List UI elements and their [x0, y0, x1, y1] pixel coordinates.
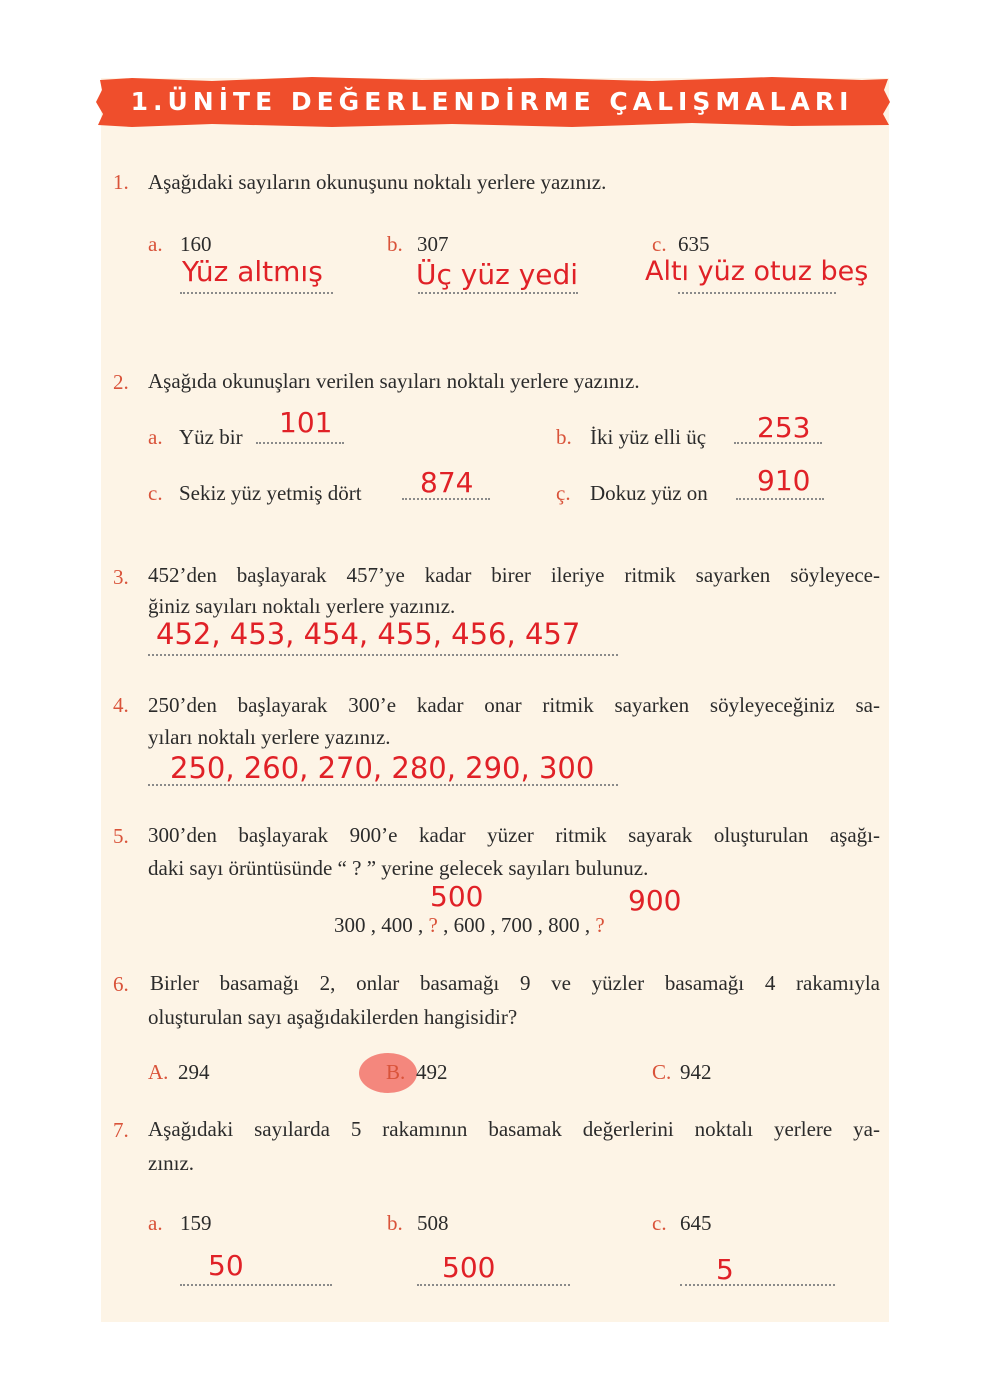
- q2c-answer: 874: [420, 466, 474, 499]
- q6-option-a-letter[interactable]: A.: [148, 1060, 169, 1084]
- q6-text-line2: oluşturulan sayı aşağıdakilerden hangisidir?: [148, 1005, 518, 1029]
- q7c-blank[interactable]: [680, 1284, 835, 1286]
- q1a-value: 160: [180, 232, 212, 256]
- q7a-value: 159: [180, 1211, 212, 1235]
- q6-option-a-value[interactable]: 294: [178, 1060, 210, 1084]
- q6-text-line1: Birler basamağı 2, onlar basamağı 9 ve yüzler basamağı 4 rakamıyla: [150, 971, 880, 995]
- q7a-blank[interactable]: [180, 1284, 332, 1286]
- q5-answer-2: 900: [628, 884, 682, 917]
- unit-title-banner: [92, 76, 892, 128]
- q2c-blank[interactable]: [402, 498, 490, 500]
- q1-number: 1.: [113, 170, 129, 194]
- q2b-letter: b.: [556, 425, 572, 449]
- q4-number: 4.: [113, 693, 129, 717]
- q1a-blank[interactable]: [180, 292, 333, 294]
- page-title: 1.ÜNİTE DEĞERLENDİRME ÇALIŞMALARI: [130, 87, 854, 116]
- q2b-blank[interactable]: [734, 442, 822, 444]
- q7b-value: 508: [417, 1211, 449, 1235]
- q2c-text: Sekiz yüz yetmiş dört: [179, 481, 362, 505]
- q2d-letter: ç.: [556, 481, 571, 505]
- q6-option-c-letter[interactable]: C.: [652, 1060, 672, 1084]
- q7b-blank[interactable]: [417, 1284, 570, 1286]
- q5-seq-blank1: ?: [428, 913, 438, 937]
- q4-blank[interactable]: [148, 784, 618, 786]
- q7a-answer: 50: [208, 1249, 244, 1282]
- q1b-letter: b.: [387, 232, 403, 256]
- q3-text-line2: ğiniz sayıları noktalı yerlere yazınız.: [148, 594, 456, 618]
- q7b-answer: 500: [442, 1251, 496, 1284]
- q2d-answer: 910: [757, 464, 811, 497]
- q4-answer: 250, 260, 270, 280, 290, 300: [170, 751, 595, 785]
- q3-blank[interactable]: [148, 654, 618, 656]
- q2a-answer: 101: [279, 406, 333, 439]
- q7-text-line2: zınız.: [148, 1151, 195, 1175]
- q1c-answer: Altı yüz otuz beş: [645, 256, 869, 287]
- q1c-blank[interactable]: [678, 292, 836, 294]
- q1b-value: 307: [417, 232, 449, 256]
- q1c-letter: c.: [652, 232, 667, 256]
- q5-text-line2: daki sayı örüntüsünde “ ? ” yerine gelecek sayıları bulunuz.: [148, 856, 649, 880]
- q3-answer: 452, 453, 454, 455, 456, 457: [156, 617, 581, 651]
- q2-text: Aşağıda okunuşları verilen sayıları noktalı yerlere yazınız.: [148, 369, 640, 393]
- q2b-text: İki yüz elli üç: [590, 425, 707, 449]
- q5-seq-part2: , 600 , 700 , 800 ,: [437, 913, 596, 937]
- q1c-value: 635: [678, 232, 710, 256]
- q6-option-b-value[interactable]: 492: [416, 1060, 448, 1084]
- q2d-blank[interactable]: [736, 498, 824, 500]
- q5-seq-blank2: ?: [595, 913, 605, 937]
- q1-text: Aşağıdaki sayıların okunuşunu noktalı yerlere yazınız.: [148, 170, 607, 194]
- q6-option-c-value[interactable]: 942: [680, 1060, 712, 1084]
- q1b-answer: Üç yüz yedi: [416, 258, 579, 291]
- q7c-answer: 5: [716, 1253, 734, 1286]
- q4-text-line2: yıları noktalı yerlere yazınız.: [148, 725, 391, 749]
- q5-seq-part1: 300 , 400 ,: [334, 913, 429, 937]
- q7b-letter: b.: [387, 1211, 403, 1235]
- q7c-letter: c.: [652, 1211, 667, 1235]
- q3-number: 3.: [113, 565, 129, 589]
- q3-text-line1: 452’den başlayarak 457’ye kadar birer ileriye ritmik sayarken söyleyece-: [148, 563, 880, 587]
- q2-number: 2.: [113, 370, 129, 394]
- q2a-letter: a.: [148, 425, 163, 449]
- q2d-text: Dokuz yüz on: [590, 481, 708, 505]
- q1a-answer: Yüz altmış: [182, 255, 323, 288]
- q2c-letter: c.: [148, 481, 163, 505]
- q6-option-b-letter[interactable]: B.: [386, 1060, 406, 1084]
- q4-text-line1: 250’den başlayarak 300’e kadar onar ritmik sayarken söyleyeceğiniz sa-: [148, 693, 880, 717]
- q7a-letter: a.: [148, 1211, 163, 1235]
- q6-number: 6.: [113, 972, 129, 996]
- q5-answer-1: 500: [430, 880, 484, 913]
- q1b-blank[interactable]: [418, 292, 578, 294]
- q5-number: 5.: [113, 824, 129, 848]
- q5-sequence: [334, 910, 605, 941]
- q1a-letter: a.: [148, 232, 163, 256]
- q2a-blank[interactable]: [256, 442, 344, 444]
- q7c-value: 645: [680, 1211, 712, 1235]
- q7-text-line1: Aşağıdaki sayılarda 5 rakamının basamak değerlerini noktalı yerlere ya-: [148, 1117, 880, 1141]
- q7-number: 7.: [113, 1118, 129, 1142]
- q2b-answer: 253: [757, 411, 811, 444]
- q5-text-line1: 300’den başlayarak 900’e kadar yüzer ritmik sayarak oluşturulan aşağı-: [148, 823, 880, 847]
- q2a-text: Yüz bir: [179, 425, 243, 449]
